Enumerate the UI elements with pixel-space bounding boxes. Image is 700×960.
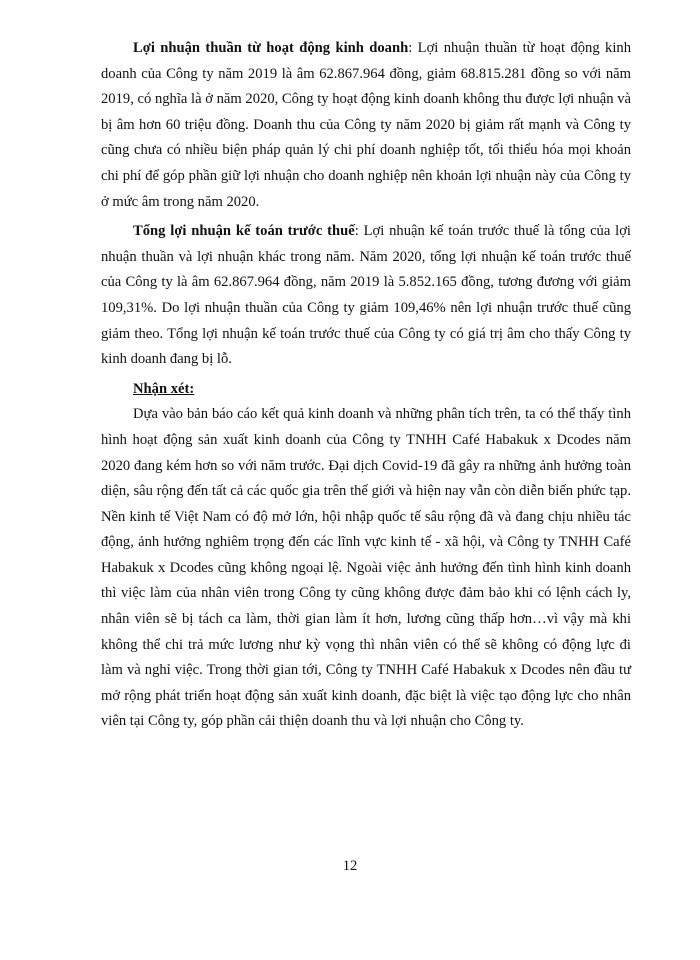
paragraph-body: : Lợi nhuận kế toán trước thuế là tổng của lợi nhuận thuần và lợi nhuận khác trong năm. Năm 2020, tổng lợi nhuận kế toán trước thuế của Công ty là âm 62.867.964 đồng, năm 2019 là 5.852.165 đồng, tương đương với giảm 109,31%. Do lợi nhuận thuần của Công ty giảm 109,46% nên lợi nhuận trước thuế cũng giảm theo. Tổng lợi nhuận kế toán trước thuế của Công ty có giá trị âm cho thấy Công ty kinh doanh đang bị lỗ. bbox=[101, 223, 631, 368]
term-pretax-profit: Tổng lợi nhuận kế toán trước thuế bbox=[133, 223, 355, 240]
document-page bbox=[101, 36, 631, 735]
page-number: 12 bbox=[342, 858, 358, 874]
paragraph-net-operating-profit bbox=[101, 36, 631, 215]
term-net-operating-profit: Lợi nhuận thuần từ hoạt động kinh doanh bbox=[133, 40, 409, 56]
paragraph-body: : Lợi nhuận thuần từ hoạt động kinh doanh của Công ty năm 2019 là âm 62.867.964 đồng, giảm 68.815.281 đồng so với năm 2019, có nghĩa là ở năm 2020, Công ty hoạt động kinh doanh không thu được lợi nhuận và bị âm hơn 60 triệu đồng. Doanh thu của Công ty năm 2020 bị giảm rất mạnh và Công ty cũng chưa có nhiều biện pháp quản lý chi phí doanh nghiệp tốt, tối thiểu hóa mọi khoản chi phí để góp phần giữ lợi nhuận cho doanh nghiệp nên khoản lợi nhuận này của Công ty ở mức âm trong năm 2020. bbox=[101, 40, 631, 210]
remark-paragraph: Dựa vào bản báo cáo kết quả kinh doanh và những phân tích trên, ta có thể thấy tình hình hoạt động sản xuất kinh doanh của Công ty TNHH Café Habakuk x Dcodes năm 2020 đang kém hơn so với năm trước. Đại dịch Covid-19 đã gây ra những ảnh hưởng toàn diện, sâu rộng đến tất cả các quốc gia trên thế giới và hiện nay vẫn còn diễn biến phức tạp. Nền kinh tế Việt Nam có độ mở lớn, hội nhập quốc tế sâu rộng đã và đang chịu nhiều tác động, ảnh hưởng nghiêm trọng đến các lĩnh vực kinh tế - xã hội, và Công ty TNHH Café Habakuk x Dcodes cũng không ngoại lệ. Ngoài việc ảnh hưởng đến tình hình kinh doanh thì việc làm của nhân viên trong Công ty cũng không được đảm bảo khi có lệnh cách ly, nhân viên sẽ bị tách ca làm, thời gian làm ít hơn, lương cũng thấp hơn…vì vậy mà khi không thể chi trả mức lương như kỳ vọng thì nhân viên có thể sẽ không có động lực đi làm và nghỉ việc. Trong thời gian tới, Công ty TNHH Café Habakuk x Dcodes nên đầu tư mở rộng phát triển hoạt động sản xuất kinh doanh, đặc biệt là việc tạo động lực cho nhân viên tại Công ty, góp phần cải thiện doanh thu và lợi nhuận cho Công ty. bbox=[101, 406, 631, 730]
paragraph-pretax-profit bbox=[101, 219, 631, 373]
remark-heading: Nhận xét: bbox=[133, 380, 195, 397]
